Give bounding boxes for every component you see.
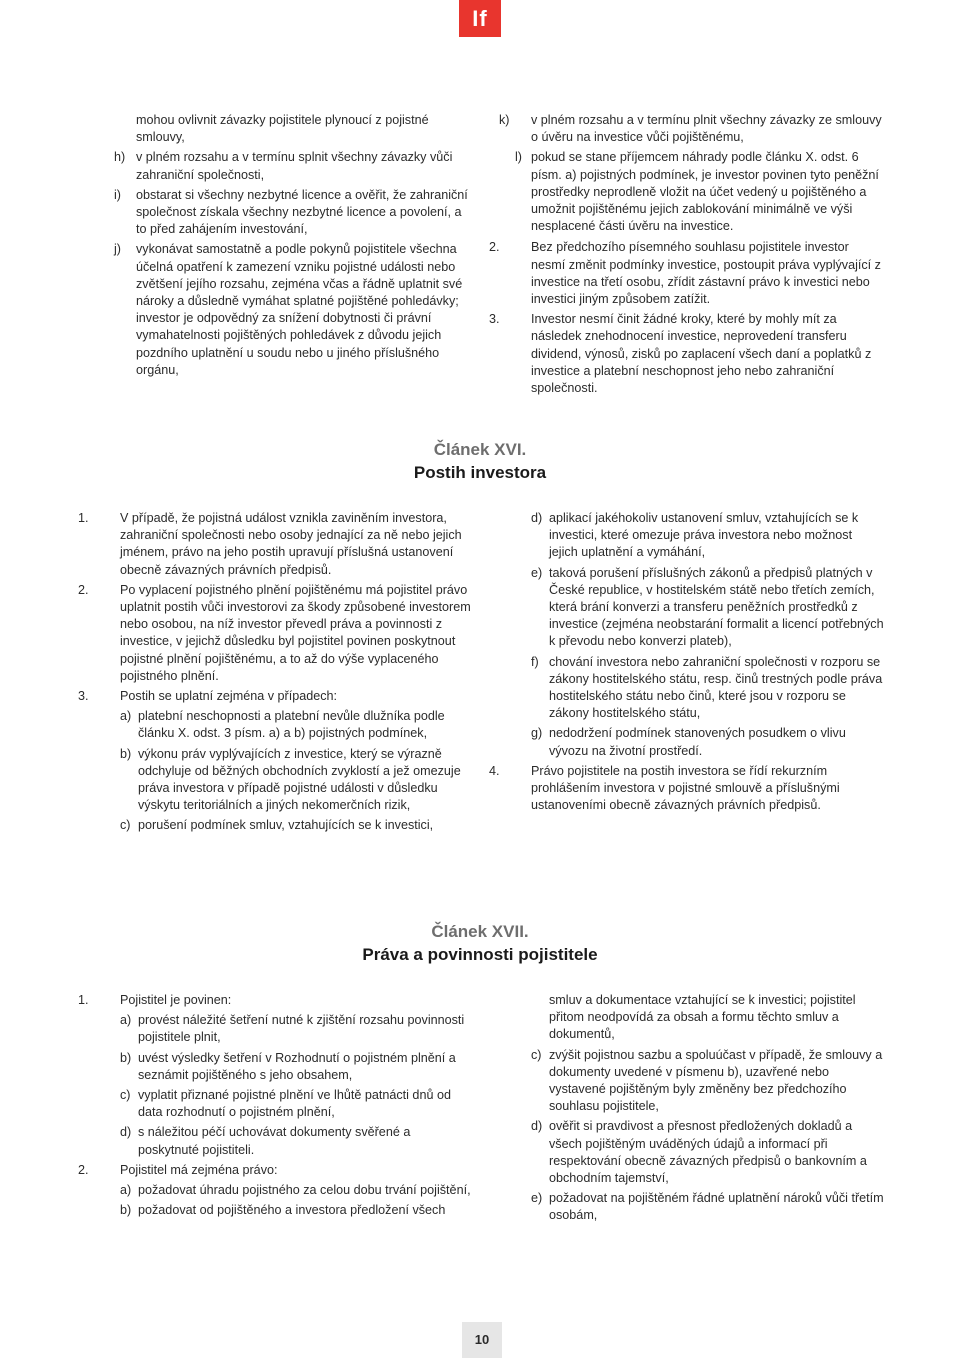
- list-item: [114, 149, 474, 183]
- paragraph-text: Investor nesmí činit žádné kroky, které by mohly mít za následek znehodnocení investice, neprovedení transferu dividend, výnosů, zisků po zaplacení všech daní a poplatků z investice a platební neschopnost jeho nebo zahraniční společnosti.: [531, 312, 872, 396]
- numbered-paragraph: [489, 311, 884, 397]
- paragraph-text: V případě, že pojistná událost vznikla zaviněním investora, zahraniční společnosti nebo osoby jednající za ně nebo jejich jménem, právo na jeho postih upravují příslušná ustanovení obecně závazných právních předpisů.: [120, 511, 462, 577]
- item-text: zvýšit pojistnou sazbu a spoluúčast v případě, že smlouvy a dokumenty uvedené v písmenu b), uzavřené nebo vystavené pojištěným byly změněny bez předchozího souhlasu pojistitele,: [549, 1047, 883, 1114]
- list-item: [531, 1190, 884, 1224]
- intro-text: mohou ovlivnit závazky pojistitele plynoucí z pojistné smlouvy,: [136, 113, 429, 145]
- paragraph-number: 2.: [78, 1162, 89, 1177]
- item-label: c): [120, 818, 131, 833]
- list-item: [531, 1047, 884, 1116]
- article-17-right-column: [489, 992, 884, 1228]
- paragraph-number: 2.: [489, 240, 500, 255]
- item-label: d): [120, 1125, 132, 1140]
- item-text: nedodržení podmínek stanovených posudkem o vlivu vývozu na životní prostředí.: [549, 726, 846, 758]
- item-label: i): [114, 187, 121, 202]
- item-label: b): [120, 1050, 132, 1065]
- item-text: obstarat si všechny nezbytné licence a ověřit, že zahraniční společnost získala všechny nezbytné licence a povolení, a to před zahájením investování,: [136, 187, 468, 237]
- numbered-paragraph: [489, 239, 884, 308]
- numbered-paragraph: [78, 510, 474, 579]
- item-text: požadovat od pojištěného a investora předložení všech: [138, 1203, 446, 1218]
- top-left-column: [114, 112, 474, 382]
- item-label: h): [114, 150, 126, 165]
- paragraph-text: Právo pojistitele na postih investora se řídí rekurzním prohlášením investora v pojistné smlouvě a příslušnými ustanoveními obecně závazných právních předpisů.: [531, 763, 840, 813]
- list-item: [531, 1118, 884, 1187]
- item-text: požadovat úhradu pojistného za celou dobu trvání pojištění,: [138, 1183, 471, 1198]
- article-title: Práva a povinnosti pojistitele: [362, 945, 598, 964]
- paragraph-text: Pojistitel je povinen:: [120, 993, 232, 1007]
- item-text: platební neschopnosti a platební nevůle dlužníka podle článku X. odst. 3 písm. a) a b) pojistných podmínek,: [138, 709, 445, 741]
- if-logo: If: [459, 0, 501, 37]
- numbered-paragraph: [78, 582, 474, 685]
- item-label: e): [531, 565, 543, 580]
- article-16-right-column: [489, 510, 884, 817]
- list-item: [531, 654, 884, 723]
- list-item: [120, 817, 474, 834]
- numbered-paragraph: [78, 1162, 474, 1179]
- paragraph-number: 2.: [78, 582, 89, 597]
- item-text: v plném rozsahu a v termínu plnit všechny závazky ze smlouvy o úvěru na investice vůči pojištěnému,: [531, 113, 882, 145]
- item-text: aplikací jakéhokoliv ustanovení smluv, vztahujících se k investici, které omezuje práva investora nebo možnost jejich uplatnění a vymáhání,: [549, 511, 859, 560]
- article-title: Postih investora: [413, 463, 547, 482]
- item-text: s náležitou péčí uchovávat dokumenty svěřené a poskytnuté pojistiteli.: [138, 1125, 411, 1157]
- item-label: d): [531, 1119, 543, 1134]
- item-label: e): [531, 1191, 543, 1206]
- list-item: [531, 510, 884, 562]
- list-item: [120, 1202, 474, 1219]
- list-item: [120, 1050, 474, 1084]
- list-item: [120, 1182, 474, 1199]
- article-17-left-column: [78, 992, 474, 1222]
- item-text: provést náležité šetření nutné k zjištění rozsahu povinnosti pojistitele plnit,: [138, 1013, 465, 1045]
- paragraph-number: 3.: [489, 312, 500, 327]
- list-item: [114, 187, 474, 239]
- item-text: chování investora nebo zahraniční společnosti v rozporu se zákony hostitelského státu, resp. činů trestných podle práva hostitelského státu nebo činů, které jsou v rozporu se zákony hostitelského státu,: [549, 654, 883, 721]
- list-item: [489, 149, 884, 235]
- article-number: Článek XVII.: [431, 922, 529, 941]
- article-number: Článek XVI.: [433, 440, 527, 459]
- item-label: a): [120, 709, 132, 724]
- list-item: [531, 725, 884, 759]
- numbered-paragraph: [78, 688, 474, 705]
- continued-text: smluv a dokumentace vztahující se k investici; pojistitel přitom neodpovídá za obsah a formu těchto smluv a dokumentů,: [549, 993, 856, 1042]
- item-label: b): [120, 746, 132, 761]
- item-text: porušení podmínek smluv, vztahujících se k investici,: [138, 818, 434, 833]
- list-item: [120, 746, 474, 815]
- item-text: vykonávat samostatně a podle pokynů pojistitele všechna účelná opatření k zamezení vzniku pojistné události nebo zvětšení jejího rozsahu, zejména včas a řádně uplatnit své nároky a důsledně vymáhat splatné pojištěné pohledávky; investor je odpovědný za snížení dobytnosti či právní vymahatelnosti pojištěných pohledávek z důvodu jejich pozdního uplatnění u soudu nebo u jiného příslušného orgánu,: [136, 242, 463, 377]
- item-text: požadovat na pojištěném řádné uplatnění nároků vůči třetím osobám,: [549, 1191, 884, 1223]
- item-text: v plném rozsahu a v termínu splnit všechny závazky vůči zahraniční společnosti,: [136, 150, 453, 182]
- item-text: ověřit si pravdivost a přesnost předložených dokladů a všech pojištěným uváděných údajů a informací při respektování obecně závazných předpisů o bankovním a obchodním tajemství,: [549, 1119, 867, 1186]
- page-number: 10: [462, 1322, 502, 1358]
- article-16-heading: [0, 438, 960, 484]
- paragraph-number: 4.: [489, 763, 500, 778]
- item-label: c): [531, 1047, 542, 1062]
- list-item: [120, 708, 474, 742]
- list-item: [531, 565, 884, 651]
- item-label: a): [120, 1013, 132, 1028]
- item-label: g): [531, 726, 543, 741]
- item-label: d): [531, 511, 543, 525]
- list-item: [114, 241, 474, 379]
- paragraph-text: Pojistitel má zejména právo:: [120, 1162, 278, 1177]
- article-16-left-column: [78, 510, 474, 838]
- item-text: taková porušení příslušných zákonů a předpisů platných v České republice, v hostitelském státě nebo třetích zemích, která brání konverzi a transferu peněžních prostředků z investice (zejména neobstarání formalit a licencí potřebných k převodu nebo konverzi plateb),: [549, 565, 884, 649]
- item-label: k): [499, 113, 510, 127]
- paragraph-text: Po vyplacení pojistného plnění pojištěnému má pojistitel právo uplatnit postih vůči investorovi za škody způsobené investorem nebo osobou, na níž investor převedl práva a povinnosti z investice, v jejichž důsledku byl pojistitel povinen poskytnout pojistné plnění pojištěnému, a to až do výše vyplaceného pojistného plnění.: [120, 582, 471, 683]
- paragraph-text: Bez předchozího písemného souhlasu pojistitele investor nesmí změnit podmínky investice, postoupit práva vyplývající z investice na třetí osobu, zřídit zástavní právo k investici nebo investici jiným způsobem zatížit.: [531, 240, 881, 307]
- numbered-paragraph: [489, 763, 884, 815]
- item-label: l): [515, 150, 522, 165]
- paragraph-number: 3.: [78, 689, 89, 704]
- item-label: j): [114, 242, 121, 257]
- article-17-heading: [0, 920, 960, 966]
- numbered-paragraph: [78, 992, 474, 1009]
- paragraph-number: 1.: [78, 993, 89, 1007]
- list-item: [120, 1087, 474, 1121]
- list-item: [120, 1124, 474, 1158]
- item-label: b): [120, 1203, 132, 1218]
- item-text: uvést výsledky šetření v Rozhodnutí o pojistném plnění a seznámit pojištěného s jeho obsahem,: [138, 1050, 456, 1082]
- item-text: vyplatit přiznané pojistné plnění ve lhůtě patnácti dnů od data rozhodnutí o pojistném plnění,: [138, 1088, 451, 1120]
- list-item: [489, 112, 884, 146]
- list-item: [120, 1012, 474, 1046]
- item-text: pokud se stane příjemcem náhrady podle článku X. odst. 6 písm. a) pojistných podmínek, je investor povinen tyto peněžní prostředky neprodleně vložit na účet vedený u pojištěného a umožnit pojištěnému jejich zablokování minimálně ve výši nesplacené části úvěru na investice.: [531, 150, 879, 234]
- item-label: c): [120, 1088, 131, 1103]
- paragraph-text: Postih se uplatní zejména v případech:: [120, 689, 338, 704]
- paragraph-number: 1.: [78, 511, 89, 525]
- top-right-column: [489, 112, 884, 400]
- item-label: f): [531, 654, 539, 669]
- item-label: a): [120, 1183, 132, 1198]
- item-text: výkonu práv vyplývajících z investice, který se výrazně odchyluje od běžných obchodních zvyklostí a jež omezuje práva investora v případě pojistné události v důsledku výskytu teritoriálních a jiných nekomerčních rizik,: [138, 746, 461, 813]
